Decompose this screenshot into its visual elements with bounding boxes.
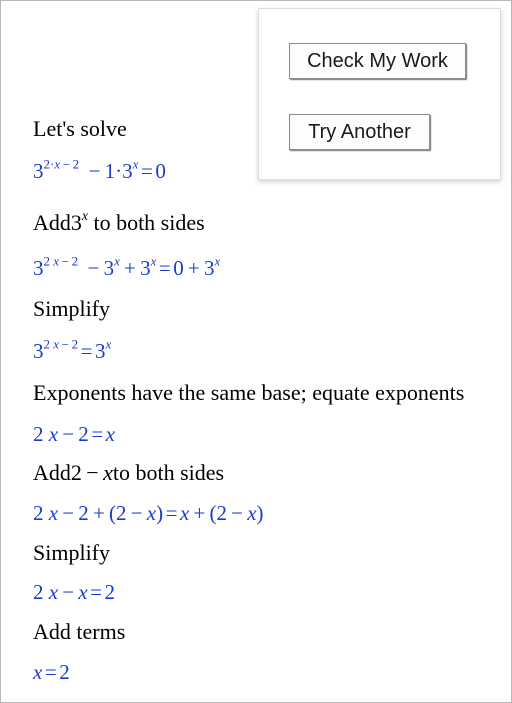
step-label-equate-exponents: Exponents have the same base; equate exponents	[33, 380, 465, 405]
step-label-add-terms: Add terms	[33, 619, 126, 644]
equation-original: $3^{2\cdot x - 2} - 1\cdot 3^x = 0$	[33, 156, 166, 183]
try-another-button[interactable]: Try Another	[289, 114, 430, 150]
equation-add-2-minus-x: 2 x − 2 + (2 − x) = x + (2 − x)	[33, 501, 264, 525]
step-label-simplify-2: Simplify	[33, 540, 111, 565]
equation-simplified-powers: $3^{2 x - 2} = 3^x$	[33, 336, 112, 363]
equation-solution: x = 2	[33, 660, 70, 684]
action-panel	[258, 8, 501, 180]
step-label-simplify-1: Simplify	[33, 296, 111, 321]
step-label-add-3x: Add3$^x$ to both sides	[33, 208, 205, 235]
equation-simplified-linear: 2 x − x = 2	[33, 580, 115, 604]
equation-add-both-sides: $3^{2 x - 2} - 3^x + 3^x = 0 + 3^x$	[33, 253, 221, 280]
equation-exponents: 2 x − 2 = x	[33, 422, 115, 446]
check-my-work-button[interactable]: Check My Work	[289, 43, 466, 79]
step-label-lets-solve: Let's solve	[33, 116, 127, 141]
step-label-add-2-minus-x: Add2 − xto both sides	[33, 460, 225, 485]
